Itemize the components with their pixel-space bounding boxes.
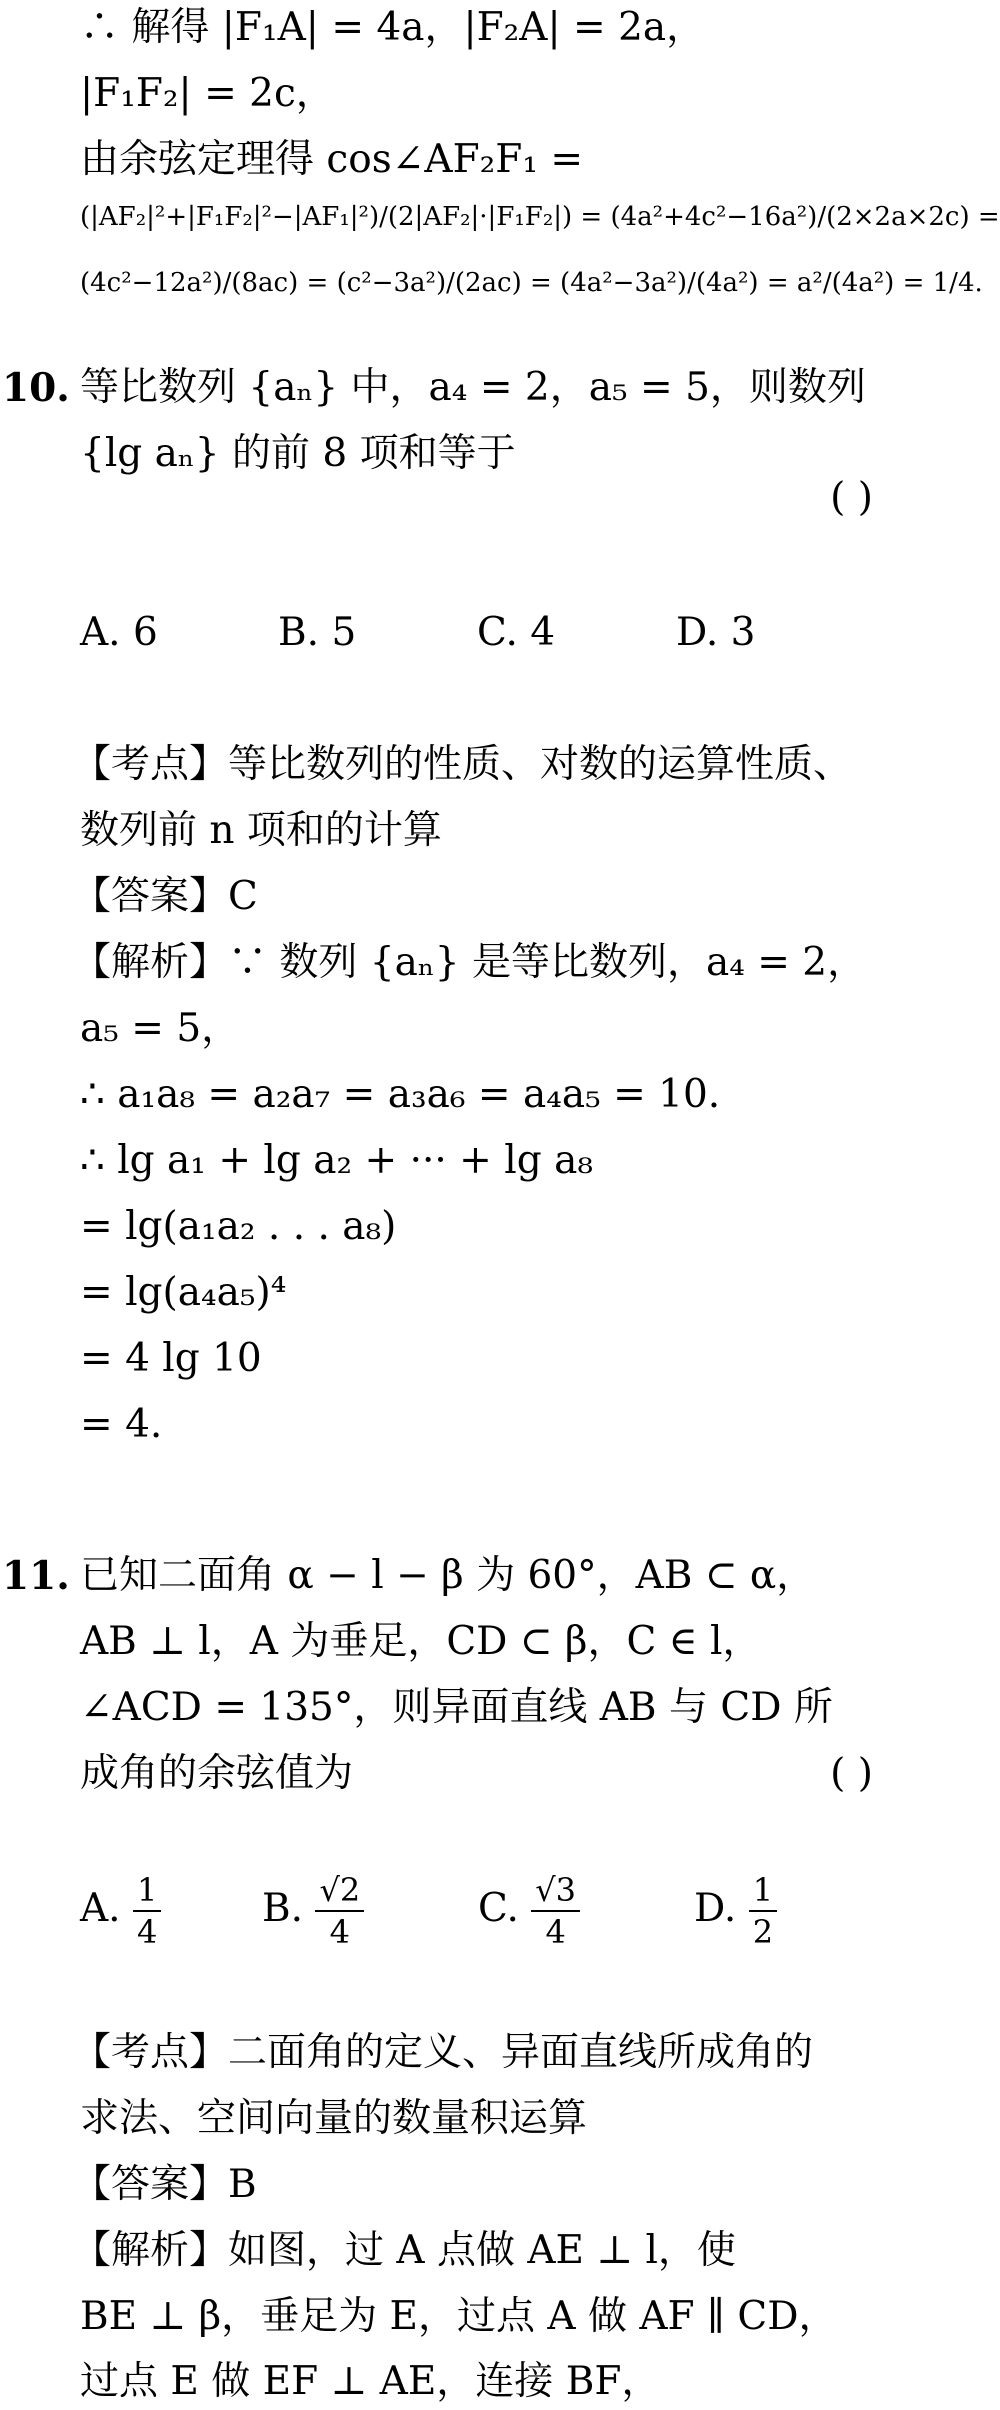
question-10-option-b: B. 5	[278, 610, 357, 655]
question-10-option-a: A. 6	[80, 610, 158, 655]
question-11-kaodian-line-1: 【考点】二面角的定义、异面直线所成角的	[72, 2030, 814, 2075]
question-10-answer: 【答案】C	[72, 874, 258, 919]
question-10-solution-line-8: = 4.	[80, 1402, 163, 1447]
question-11-stem-line-3: ∠ACD = 135°，则异面直线 AB 与 CD 所	[80, 1685, 833, 1730]
question-11-solution-line-2: BE ⊥ β，垂足为 E，过点 A 做 AF ∥ CD，	[80, 2294, 838, 2339]
option-fraction	[749, 1870, 777, 1952]
question-10-solution-line-1: 【解析】∵ 数列 {aₙ} 是等比数列，a₄ = 2，	[72, 940, 867, 985]
fraction-numerator: 1	[749, 1870, 777, 1912]
question-10-answer-blank: ( )	[830, 475, 873, 520]
prev-solution-line-4: (|AF₂|²+|F₁F₂|²−|AF₁|²)/(2|AF₂|·|F₁F₂|) = (4a²+4c²−16a²)/(2×2a×2c) =	[80, 202, 1000, 232]
question-11-kaodian-line-2: 求法、空间向量的数量积运算	[80, 2096, 588, 2141]
question-11-solution-line-1: 【解析】如图，过 A 点做 AE ⊥ l，使	[72, 2228, 736, 2273]
question-11-option-d	[694, 1870, 777, 1952]
question-10-solution-line-2: a₅ = 5，	[80, 1006, 241, 1051]
question-11-stem-line-4: 成角的余弦值为	[80, 1751, 354, 1796]
prev-solution-line-2: |F₁F₂| = 2c，	[80, 71, 335, 116]
question-11-stem-line-2: AB ⊥ l，A 为垂足，CD ⊂ β，C ∈ l，	[80, 1619, 762, 1664]
option-label: A.	[80, 1886, 121, 1931]
question-10-stem-line-2: {lg aₙ} 的前 8 项和等于	[80, 431, 516, 476]
prev-solution-line-3: 由余弦定理得 cos∠AF₂F₁ =	[80, 137, 584, 182]
question-10-kaodian-line-1: 【考点】等比数列的性质、对数的运算性质、	[72, 742, 853, 787]
question-10-solution-line-7: = 4 lg 10	[80, 1336, 262, 1381]
question-11-stem-line-1: 已知二面角 α − l − β 为 60°，AB ⊂ α，	[80, 1553, 816, 1598]
question-11-number: 11.	[2, 1553, 70, 1599]
option-fraction	[133, 1870, 161, 1952]
question-11-solution-line-3: 过点 E 做 EF ⊥ AE，连接 BF，	[80, 2359, 661, 2404]
fraction-denominator: 4	[329, 1913, 351, 1951]
prev-solution-line-5: (4c²−12a²)/(8ac) = (c²−3a²)/(2ac) = (4a²−3a²)/(4a²) = a²/(4a²) = 1/4.	[80, 268, 983, 298]
question-11-option-a	[80, 1870, 161, 1952]
question-10-stem-line-1: 等比数列 {aₙ} 中，a₄ = 2，a₅ = 5，则数列	[80, 365, 866, 410]
question-11-option-b	[262, 1870, 364, 1952]
question-11-answer: 【答案】B	[72, 2162, 257, 2207]
fraction-denominator: 2	[752, 1913, 774, 1951]
option-label: B.	[262, 1886, 304, 1931]
question-10-number: 10.	[2, 365, 70, 411]
question-11-option-c	[478, 1870, 580, 1952]
question-10-solution-line-3: ∴ a₁a₈ = a₂a₇ = a₃a₆ = a₄a₅ = 10.	[80, 1072, 721, 1117]
question-10-option-c: C. 4	[477, 610, 556, 655]
prev-solution-line-1: ∴ 解得 |F₁A| = 4a，|F₂A| = 2a，	[80, 5, 706, 50]
fraction-denominator: 4	[136, 1913, 158, 1951]
question-10-solution-line-6: = lg(a₄a₅)⁴	[80, 1270, 287, 1315]
fraction-numerator: 1	[133, 1870, 161, 1912]
fraction-numerator: √2	[315, 1870, 364, 1912]
fraction-numerator: √3	[531, 1870, 580, 1912]
option-fraction	[531, 1870, 580, 1952]
option-label: C.	[478, 1886, 519, 1931]
question-11-answer-blank: ( )	[830, 1751, 873, 1796]
fraction-denominator: 4	[545, 1913, 566, 1951]
question-10-solution-line-4: ∴ lg a₁ + lg a₂ + ··· + lg a₈	[80, 1138, 593, 1183]
question-10-option-d: D. 3	[676, 610, 756, 655]
question-10-kaodian-line-2: 数列前 n 项和的计算	[80, 808, 442, 853]
option-fraction	[315, 1870, 364, 1952]
question-10-solution-line-5: = lg(a₁a₂ . . . a₈)	[80, 1204, 397, 1249]
option-label: D.	[694, 1886, 737, 1931]
